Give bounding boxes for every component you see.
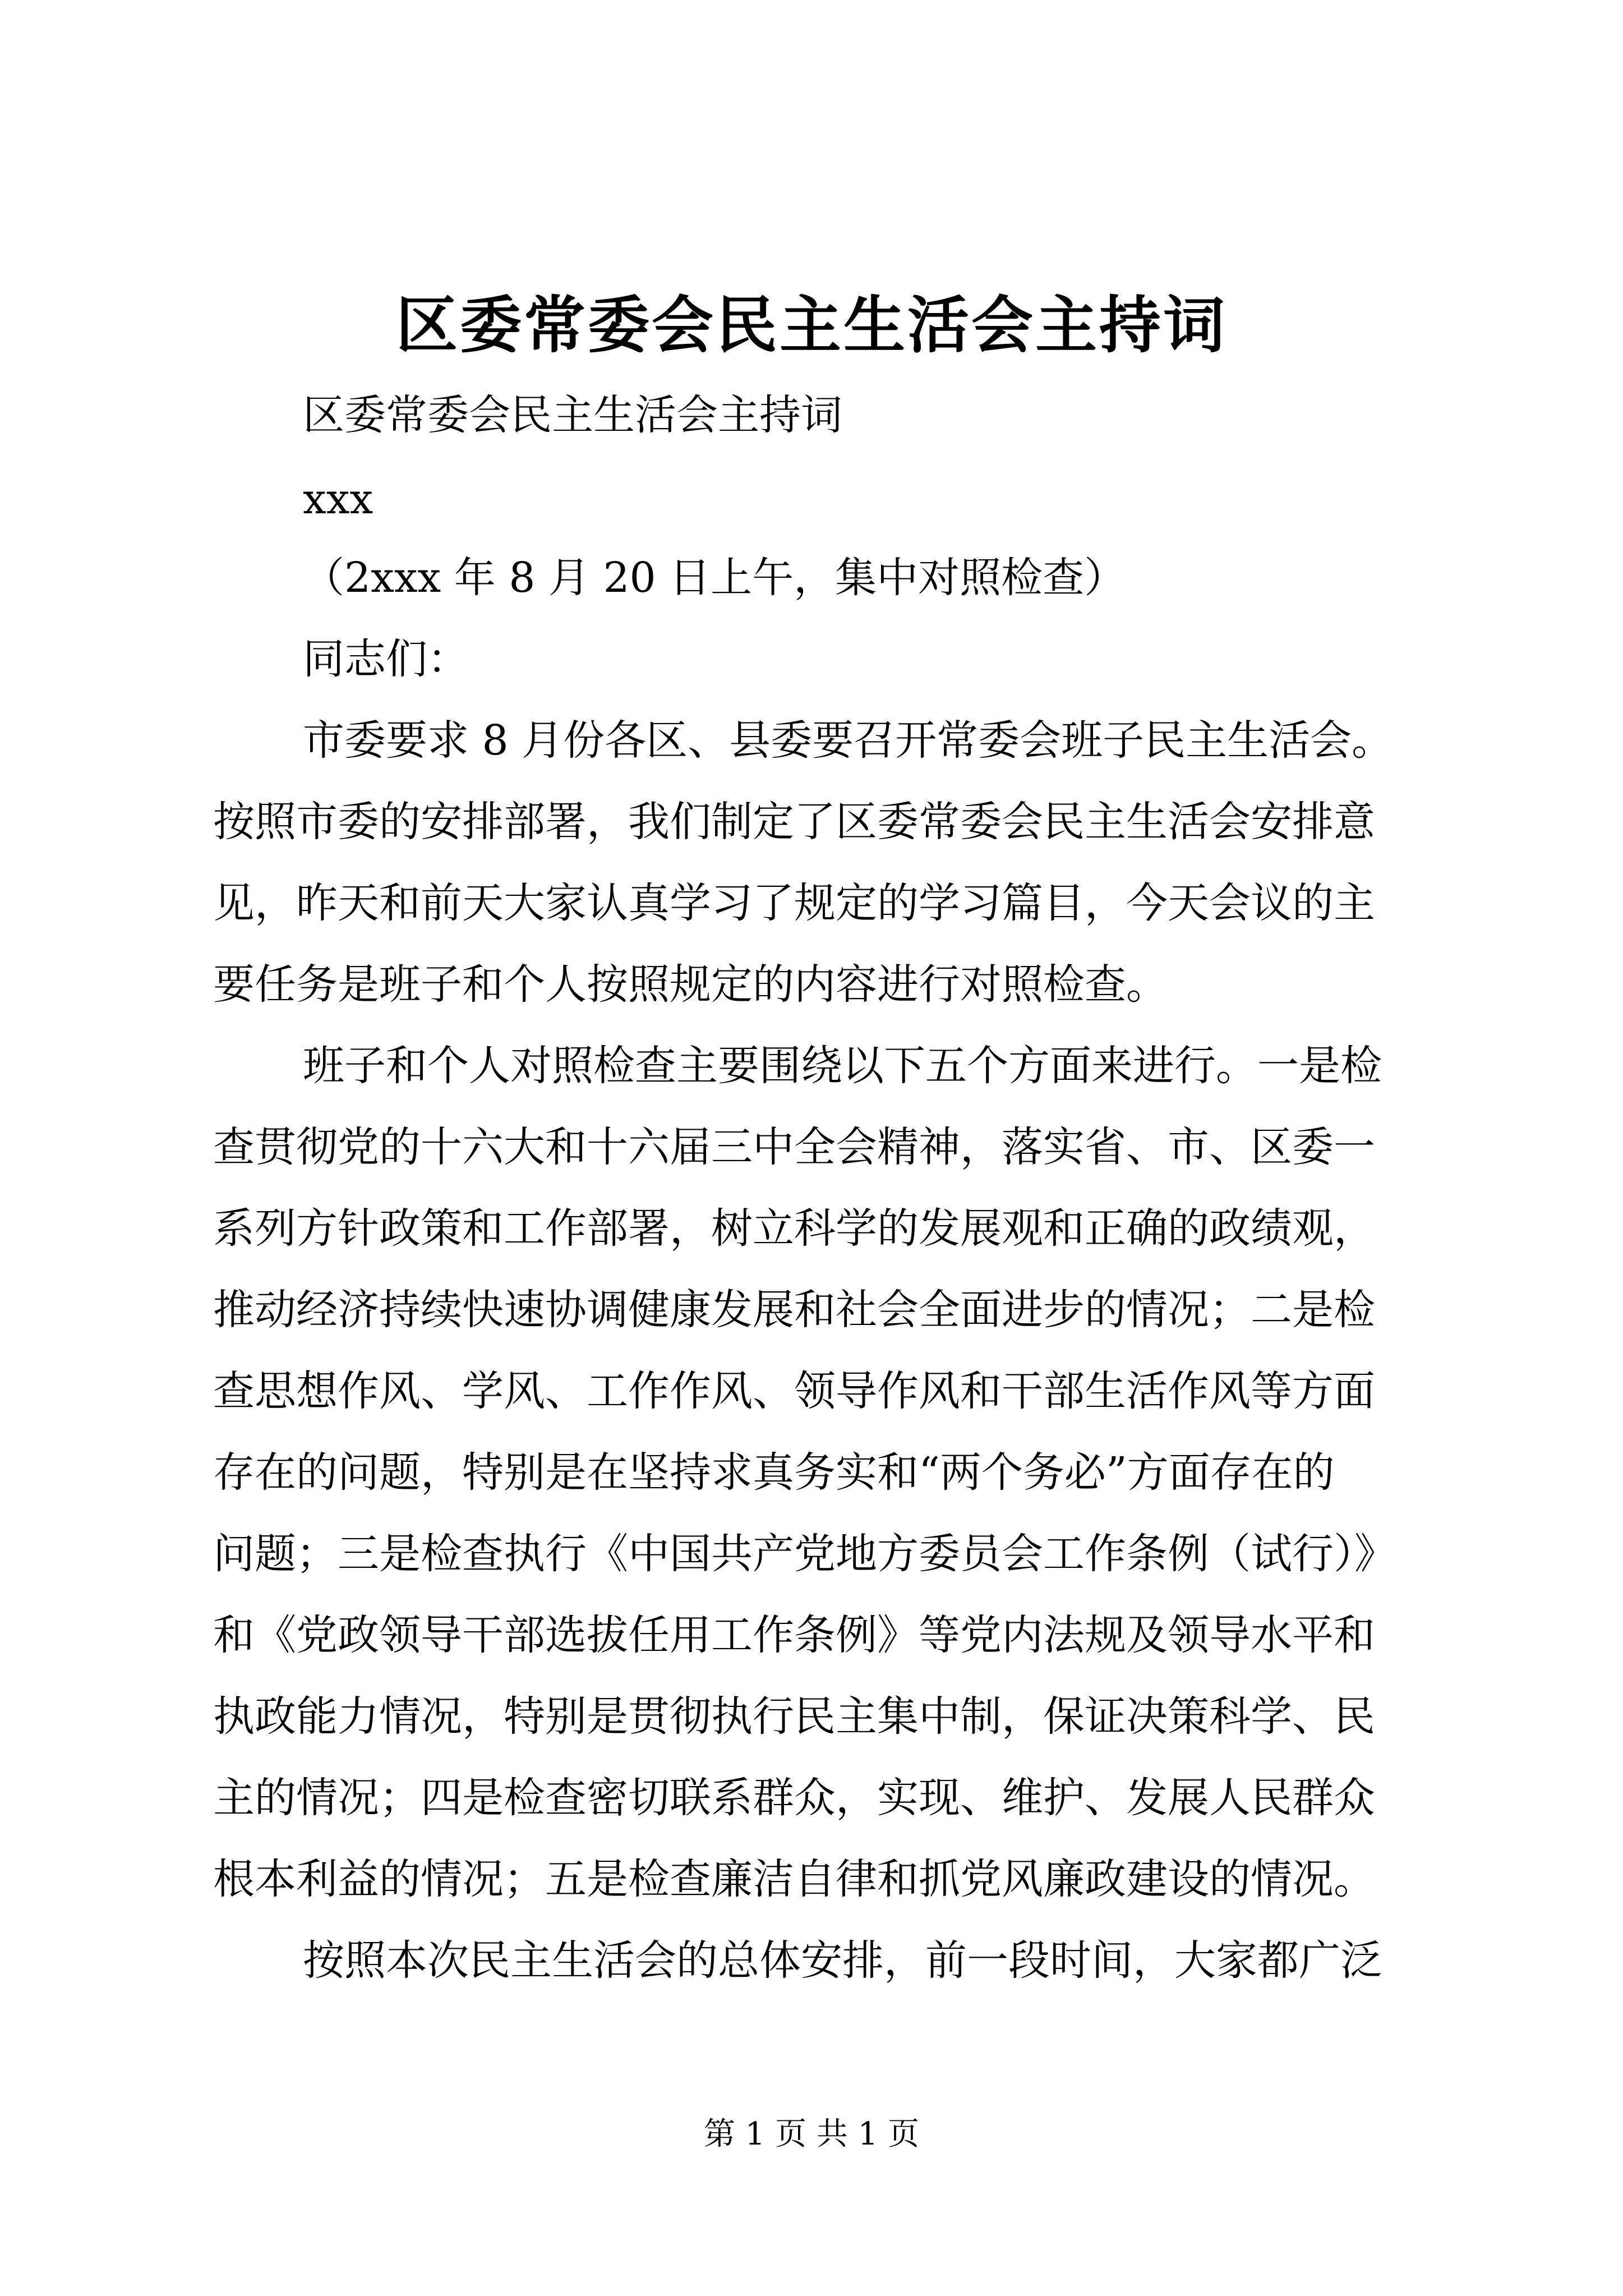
body-line: 要任务是班子和个人按照规定的内容进行对照检查。 — [213, 960, 1168, 1009]
meeting-occasion: （2xxx 年 8 月 20 日上午，集中对照检查） — [303, 554, 1126, 602]
body-line: 系列方针政策和工作部署，树立科学的发展观和正确的政绩观， — [213, 1204, 1375, 1253]
body-line: 和《党政领导干部选拔任用工作条例》等党内法规及领导水平和 — [213, 1611, 1375, 1659]
body-line: 按照本次民主生活会的总体安排，前一段时间，大家都广泛 — [303, 1936, 1382, 1985]
body-line: 问题；三是检查执行《中国共产党地方委员会工作条例（试行）》 — [213, 1530, 1396, 1578]
body-line: 存在的问题，特别是在坚持求真务实和“两个务必”方面存在的 — [213, 1448, 1335, 1497]
document-title: 区委常委会民主生活会主持词 — [396, 289, 1227, 361]
body-line: 见，昨天和前天大家认真学习了规定的学习篇目，今天会议的主 — [213, 879, 1375, 927]
body-line: 查思想作风、学风、工作作风、领导作风和干部生活作风等方面 — [213, 1367, 1375, 1415]
document-author: xxx — [303, 475, 374, 523]
body-line: 执政能力情况，特别是贯彻执行民主集中制，保证决策科学、民 — [213, 1692, 1375, 1741]
body-line: 主的情况；四是检查密切联系群众，实现、维护、发展人民群众 — [213, 1774, 1375, 1822]
page-footer: 第 1 页 共 1 页 — [703, 2116, 920, 2152]
body-line: 根本利益的情况；五是检查廉洁自律和抓党风廉政建设的情况。 — [213, 1855, 1375, 1903]
salutation: 同志们： — [303, 635, 469, 683]
body-line: 查贯彻党的十六大和十六届三中全会精神，落实省、市、区委一 — [213, 1123, 1375, 1171]
body-line: 班子和个人对照检查主要围绕以下五个方面来进行。一是检 — [303, 1042, 1382, 1090]
body-line: 市委要求 8 月份各区、县委要召开常委会班子民主生活会。 — [303, 716, 1394, 765]
document-subtitle: 区委常委会民主生活会主持词 — [303, 391, 842, 439]
body-line: 推动经济持续快速协调健康发展和社会全面进步的情况；二是检 — [213, 1286, 1375, 1334]
body-line: 按照市委的安排部署，我们制定了区委常委会民主生活会安排意 — [213, 798, 1375, 846]
